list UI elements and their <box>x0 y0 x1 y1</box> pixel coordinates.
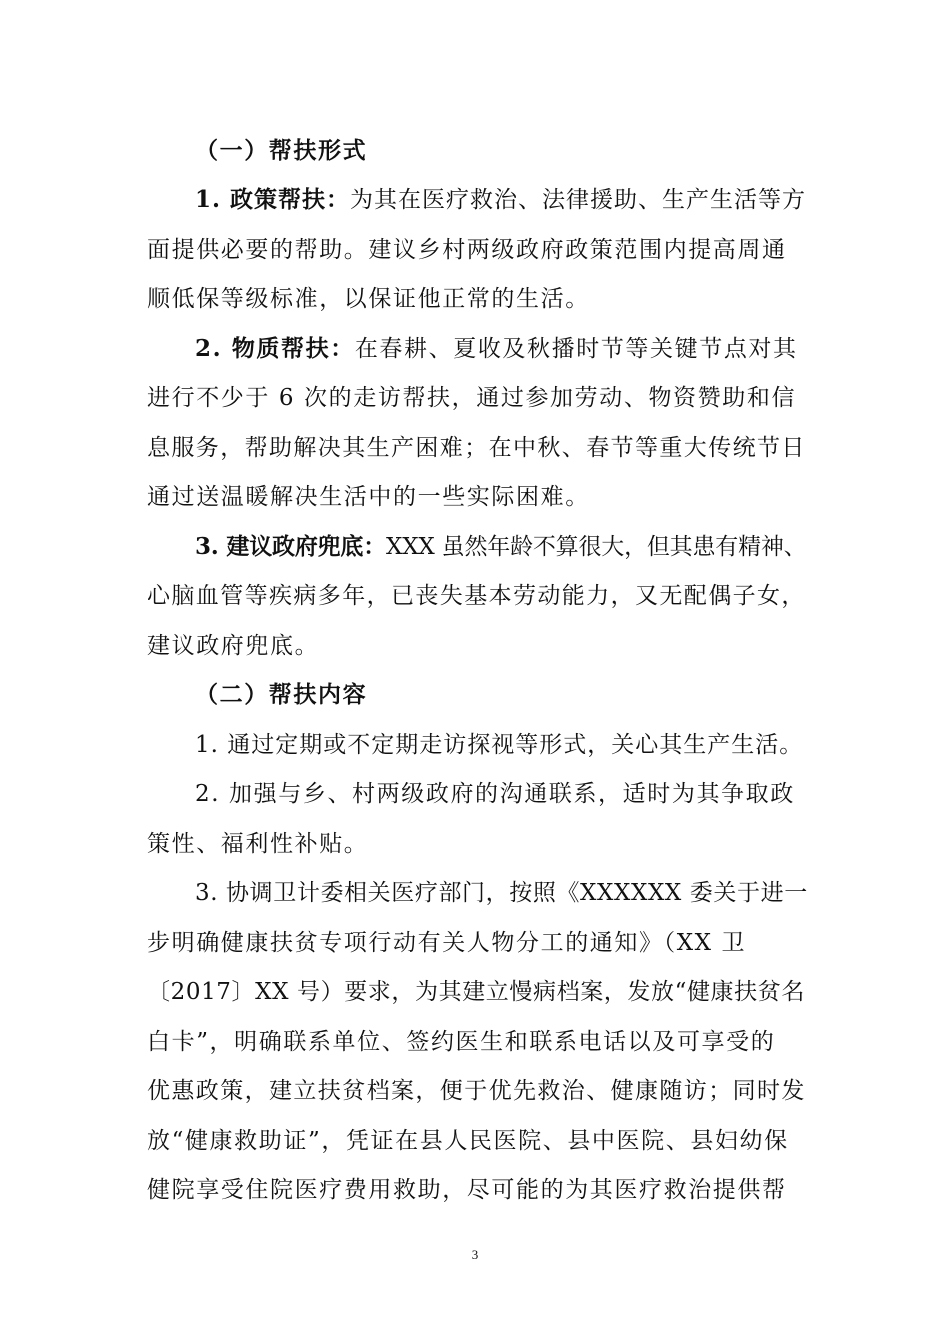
section2-item3-line2: 步明确健康扶贫专项行动有关人物分工的通知》（XX 卫 <box>147 930 747 956</box>
section1-item2-line2: 进行不少于 6 次的走访帮扶，通过参加劳动、物资赞助和信 <box>147 385 797 411</box>
section1-item2-line3: 息服务，帮助解决其生产困难；在中秋、春节等重大传统节日 <box>147 435 806 461</box>
section1-item1-line3: 顺低保等级标准，以保证他正常的生活。 <box>147 286 590 312</box>
item-label: 3. 建议政府兜底： <box>195 533 387 560</box>
item-label: 2. 物质帮扶： <box>195 335 355 362</box>
section2-heading: （二）帮扶内容 <box>195 681 368 708</box>
section2-item3-line1: 3. 协调卫计委相关医疗部门，按照《XXXXXX 委关于进一 <box>195 880 808 906</box>
section2-item3-line4: 白卡”，明确联系单位、签约医生和联系电话以及可享受的 <box>147 1029 776 1055</box>
section1-heading: （一）帮扶形式 <box>195 137 368 164</box>
section2-item3-line7: 健院享受住院医疗费用救助，尽可能的为其医疗救治提供帮 <box>147 1177 787 1203</box>
section2-item3-line5: 优惠政策，建立扶贫档案，便于优先救治、健康随访；同时发 <box>147 1078 806 1104</box>
section2-item3-line3: 〔2017〕XX 号）要求，为其建立慢病档案，发放“健康扶贫名 <box>147 979 805 1005</box>
section1-item2-line1 <box>195 333 798 365</box>
section1-item3-line2: 心脑血管等疾病多年，已丧失基本劳动能力，又无配偶子女， <box>147 583 806 609</box>
section2-item1-line1: 1. 通过定期或不定期走访探视等形式，关心其生产生活。 <box>195 732 804 758</box>
section2-item2-line1: 2. 加强与乡、村两级政府的沟通联系，适时为其争取政 <box>195 781 795 807</box>
section1-item2-line4: 通过送温暖解决生活中的一些实际困难。 <box>147 484 590 510</box>
item-label: 1. 政策帮扶： <box>195 186 351 213</box>
section1-item1-line1 <box>195 184 806 216</box>
paragraph-text: 为其在医疗救治、法律援助、生产生活等方 <box>350 187 807 213</box>
section1-item3-line3: 建议政府兜底。 <box>147 633 320 659</box>
paragraph-text: 在春耕、夏收及秋播时节等关键节点对其 <box>354 336 798 362</box>
section2-item3-line6: 放“健康救助证”，凭证在县人民医院、县中医院、县妇幼保 <box>147 1128 789 1154</box>
page-number: 3 <box>471 1247 479 1262</box>
paragraph-text: XXX 虽然年龄不算很大，但其患有精神、 <box>386 534 807 560</box>
section1-item3-line1 <box>195 531 806 563</box>
section2-item2-line2: 策性、福利性补贴。 <box>147 831 369 857</box>
section1-item1-line2: 面提供必要的帮助。建议乡村两级政府政策范围内提高周通 <box>147 237 787 263</box>
